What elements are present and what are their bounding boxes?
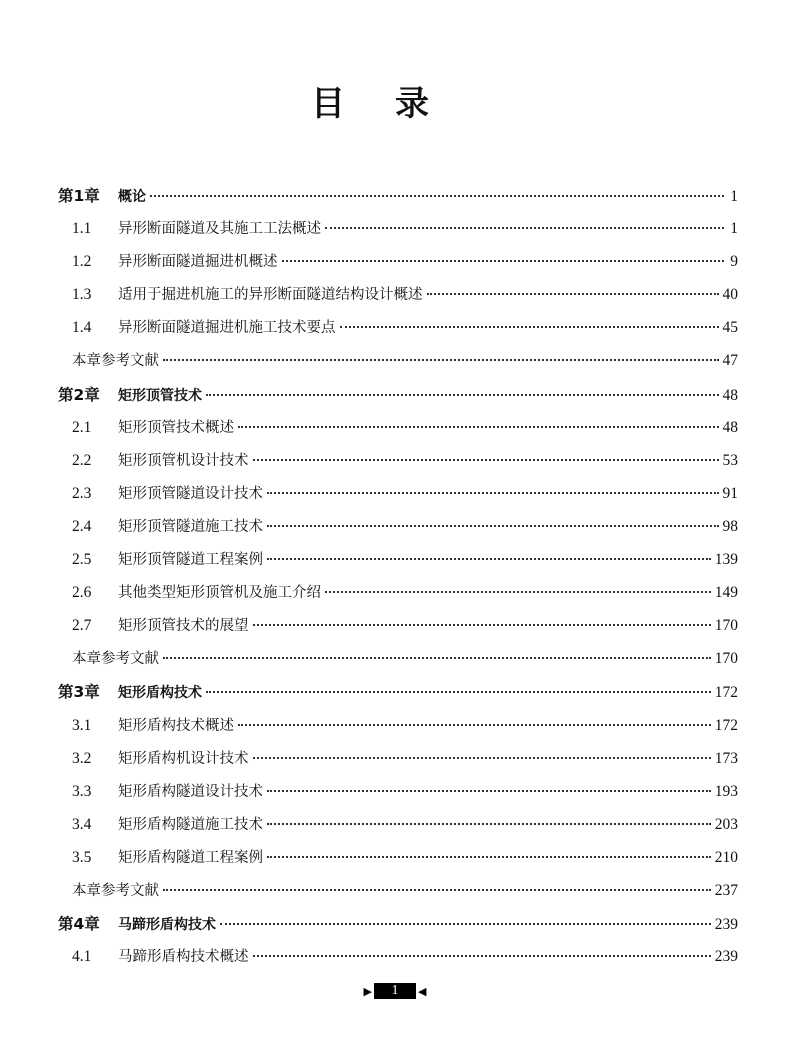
entry-title: 异形断面隧道掘进机概述 — [118, 254, 278, 271]
entry-title: 其他类型矩形顶管机及施工介绍 — [118, 585, 321, 602]
entry-number: 2.1 — [72, 418, 92, 436]
dot-leader — [220, 923, 711, 925]
toc-entry-section[interactable] — [58, 581, 738, 614]
entry-title: 异形断面隧道掘进机施工技术要点 — [118, 320, 336, 337]
entry-number: 3.2 — [72, 749, 92, 767]
entry-title: 矩形盾构机设计技术 — [118, 750, 249, 767]
right-triangle-icon: ▶ — [363, 984, 372, 998]
entry-page: 170 — [714, 617, 738, 635]
dot-leader — [163, 657, 711, 659]
toc-entry-section[interactable] — [58, 416, 738, 449]
entry-number: 1.1 — [72, 220, 92, 238]
dot-leader — [253, 955, 711, 957]
entry-page: 239 — [714, 948, 738, 966]
dot-leader — [427, 293, 719, 295]
dot-leader — [253, 757, 711, 759]
toc-entry-chapter[interactable] — [58, 912, 738, 945]
entry-title: 概论 — [118, 189, 146, 205]
entry-number: 第1章 — [58, 187, 100, 205]
entry-page: 48 — [722, 386, 738, 404]
entry-page: 210 — [714, 848, 738, 866]
toc-entry-section[interactable] — [58, 515, 738, 548]
entry-number: 2.2 — [72, 451, 92, 469]
dot-leader — [340, 326, 719, 328]
entry-number: 1.4 — [72, 319, 92, 337]
entry-page: 40 — [722, 286, 738, 304]
entry-title: 矩形顶管隧道施工技术 — [118, 518, 263, 535]
entry-number: 第4章 — [58, 915, 100, 934]
entry-title: 马蹄形盾构技术 — [118, 917, 216, 934]
entry-title: 矩形盾构隧道工程案例 — [118, 849, 263, 866]
entry-page: 173 — [714, 749, 738, 767]
entry-page: 91 — [722, 484, 738, 502]
table-of-contents — [58, 184, 738, 978]
entry-number: 2.7 — [72, 617, 92, 635]
entry-title: 本章参考文献 — [72, 651, 159, 668]
entry-page: 193 — [714, 782, 738, 800]
toc-entry-chapter[interactable] — [58, 184, 738, 217]
entry-page: 53 — [722, 451, 738, 469]
entry-title: 马蹄形盾构技术概述 — [118, 949, 249, 966]
dot-leader — [206, 691, 711, 693]
entry-number: 2.3 — [72, 484, 92, 502]
entry-title: 本章参考文献 — [72, 353, 159, 370]
toc-entry-section[interactable] — [58, 614, 738, 647]
entry-number: 3.3 — [72, 782, 92, 800]
toc-entry-section[interactable] — [58, 482, 738, 515]
entry-page: 170 — [714, 650, 738, 668]
dot-leader — [253, 624, 711, 626]
toc-entry-section[interactable] — [58, 846, 738, 879]
entry-title: 矩形顶管机设计技术 — [118, 452, 249, 469]
entry-title: 适用于掘进机施工的异形断面隧道结构设计概述 — [118, 287, 423, 304]
entry-page: 172 — [714, 684, 738, 702]
toc-entry-section[interactable] — [58, 316, 738, 349]
entry-title: 矩形盾构隧道设计技术 — [118, 783, 263, 800]
dot-leader — [325, 227, 724, 229]
entry-title: 异形断面隧道及其施工工法概述 — [118, 221, 321, 238]
entry-page: 98 — [722, 517, 738, 535]
toc-entry-section[interactable] — [58, 813, 738, 846]
toc-entry-chapter[interactable] — [58, 680, 738, 713]
entry-page: 45 — [722, 319, 738, 337]
entry-title: 矩形顶管技术 — [118, 387, 202, 404]
entry-title: 矩形盾构隧道施工技术 — [118, 816, 263, 833]
entry-title: 本章参考文献 — [72, 882, 159, 899]
dot-leader — [267, 790, 711, 792]
entry-title: 矩形盾构技术概述 — [118, 717, 234, 734]
entry-title: 矩形盾构技术 — [118, 685, 202, 702]
entry-number: 3.5 — [72, 848, 92, 866]
entry-number: 3.4 — [72, 815, 92, 833]
toc-entry-section[interactable] — [58, 747, 738, 780]
dot-leader — [282, 260, 725, 262]
dot-leader — [267, 823, 711, 825]
dot-leader — [206, 394, 719, 396]
dot-leader — [253, 459, 719, 461]
entry-number: 1.3 — [72, 286, 92, 304]
entry-page: 1 — [730, 188, 738, 205]
toc-entry-section[interactable] — [58, 548, 738, 581]
entry-number: 2.6 — [72, 584, 92, 602]
entry-number: 1.2 — [72, 253, 92, 271]
left-triangle-icon: ◀ — [418, 984, 427, 998]
entry-page: 48 — [722, 418, 738, 436]
entry-page: 139 — [714, 551, 738, 569]
entry-title: 矩形顶管技术概述 — [118, 419, 234, 436]
page-title: 目录 — [311, 84, 479, 124]
entry-number: 4.1 — [72, 948, 92, 966]
entry-title: 矩形顶管隧道工程案例 — [118, 552, 263, 569]
dot-leader — [150, 195, 724, 197]
entry-number: 2.4 — [72, 517, 92, 535]
toc-entry-section[interactable] — [58, 283, 738, 316]
dot-leader — [238, 724, 711, 726]
page-number: 1 — [374, 983, 416, 999]
page-footer — [0, 983, 790, 999]
entry-page: 237 — [714, 881, 738, 899]
entry-page: 1 — [730, 220, 738, 238]
entry-page: 149 — [714, 584, 738, 602]
toc-entry-ref[interactable] — [58, 349, 738, 382]
entry-number: 3.1 — [72, 716, 92, 734]
entry-title: 矩形顶管技术的展望 — [118, 618, 249, 635]
entry-number: 第2章 — [58, 385, 100, 404]
entry-page: 203 — [714, 815, 738, 833]
dot-leader — [163, 889, 711, 891]
toc-entry-ref[interactable] — [58, 647, 738, 680]
dot-leader — [267, 558, 711, 560]
dot-leader — [238, 426, 719, 428]
entry-page: 47 — [722, 352, 738, 370]
entry-page: 172 — [714, 716, 738, 734]
entry-title: 矩形顶管隧道设计技术 — [118, 485, 263, 502]
toc-entry-section[interactable] — [58, 714, 738, 747]
toc-entry-section[interactable] — [58, 217, 738, 250]
toc-entry-section[interactable] — [58, 780, 738, 813]
entry-number: 第3章 — [58, 683, 100, 702]
dot-leader — [267, 525, 719, 527]
toc-entry-ref[interactable] — [58, 879, 738, 912]
dot-leader — [267, 492, 719, 494]
entry-number: 2.5 — [72, 551, 92, 569]
toc-entry-chapter[interactable] — [58, 383, 738, 416]
toc-entry-section[interactable] — [58, 250, 738, 283]
dot-leader — [267, 856, 711, 858]
dot-leader — [163, 359, 719, 361]
toc-entry-section[interactable] — [58, 945, 738, 978]
toc-entry-section[interactable] — [58, 449, 738, 482]
entry-page: 239 — [714, 916, 738, 934]
entry-page: 9 — [730, 253, 738, 271]
dot-leader — [325, 591, 711, 593]
